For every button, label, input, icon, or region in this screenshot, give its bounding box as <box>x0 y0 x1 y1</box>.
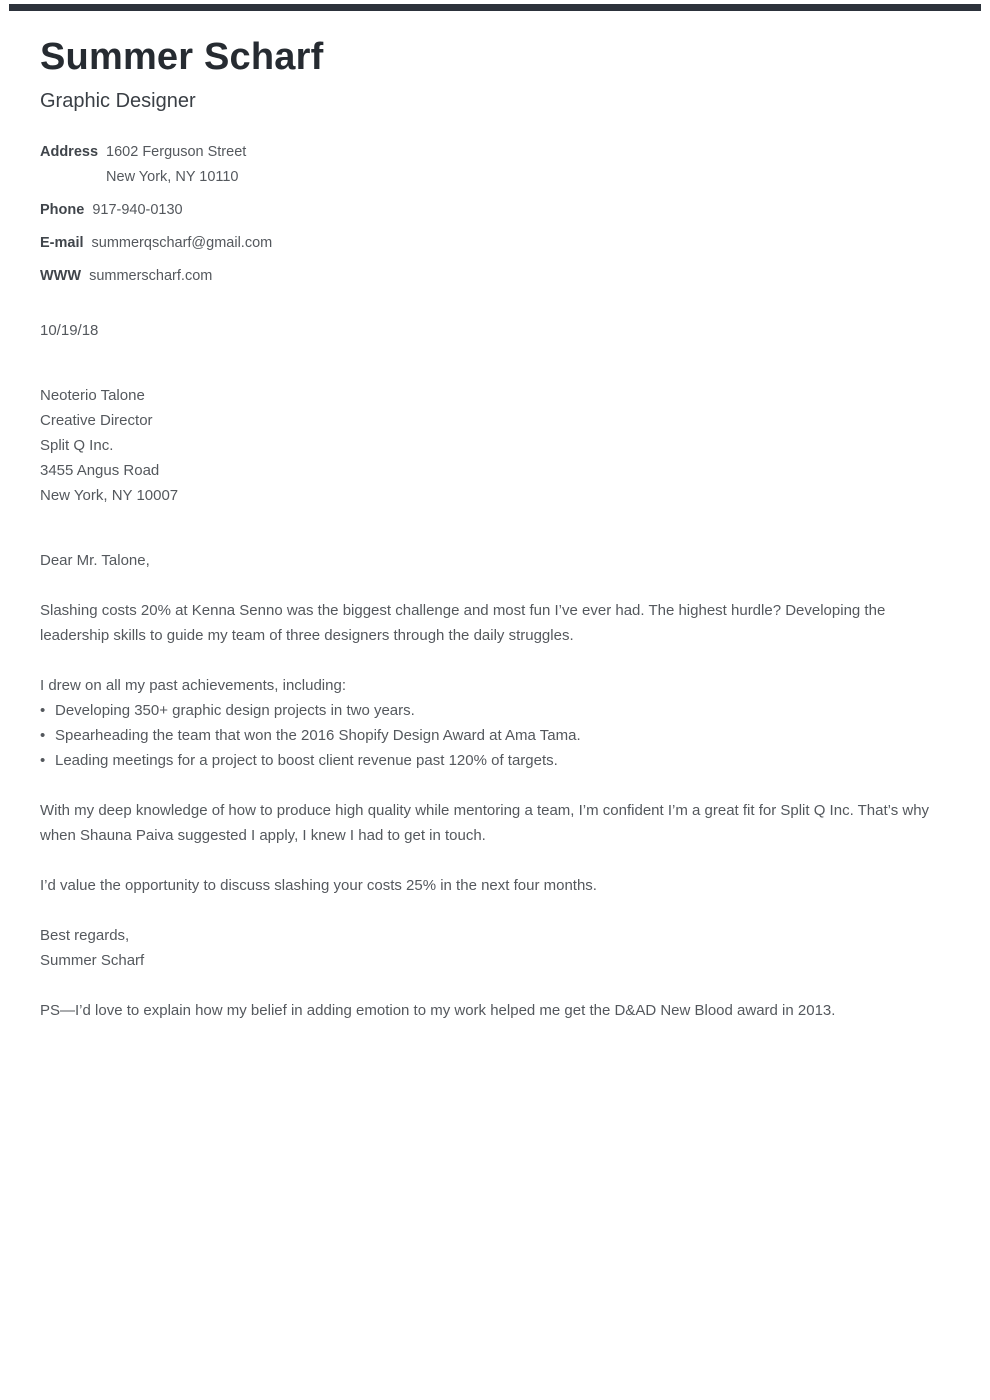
achievement-text-1: Developing 350+ graphic design projects in two years. <box>55 701 415 719</box>
achievements-intro: I drew on all my past achievements, including: <box>40 676 346 694</box>
letter-date: 10/19/18 <box>40 321 99 339</box>
contact-row-phone <box>40 198 950 223</box>
contact-label-email: E-mail <box>40 234 84 251</box>
person-job-title: Graphic Designer <box>40 89 196 112</box>
contact-label-phone: Phone <box>40 201 85 218</box>
person-name: Summer Scharf <box>40 36 324 78</box>
postscript: PS—I’d love to explain how my belief in adding emotion to my work helped me get the D&AD New Blood award in 2013. <box>40 1001 836 1019</box>
signature-block <box>40 923 950 973</box>
contact-row-address <box>40 140 950 190</box>
recipient-street: 3455 Angus Road <box>40 461 160 479</box>
achievements-list <box>40 698 950 773</box>
contact-label-address: Address <box>40 143 99 160</box>
contact-value-phone: 917-940-0130 <box>92 201 183 218</box>
bullet-icon: • <box>40 726 46 744</box>
contact-row-www <box>40 264 950 289</box>
recipient-block <box>40 383 950 508</box>
contact-row-email <box>40 231 950 256</box>
recipient-company: Split Q Inc. <box>40 436 114 454</box>
recipient-title: Creative Director <box>40 411 153 429</box>
bullet-icon: • <box>40 751 46 769</box>
paragraph-opening: Slashing costs 20% at Kenna Senno was the biggest challenge and most fun I’ve ever had. The highest hurdle? Developing the leadership skills to guide my team of three designers through the daily struggles. <box>40 601 886 644</box>
contact-label-www: WWW <box>40 267 82 284</box>
contact-info <box>40 140 950 289</box>
closing-line: Best regards, <box>40 926 130 944</box>
achievements-section <box>40 673 950 773</box>
contact-value-email: summerqscharf@gmail.com <box>91 234 273 251</box>
paragraph-fit: With my deep knowledge of how to produce high quality while mentoring a team, I’m confident I’m a great fit for Split Q Inc. That’s why when Shauna Paiva suggested I apply, I knew I had to get in touch. <box>40 801 930 844</box>
recipient-city: New York, NY 10007 <box>40 486 179 504</box>
list-item <box>40 748 950 773</box>
contact-value-www: summerscharf.com <box>89 267 213 284</box>
letter-body <box>40 318 950 1023</box>
list-item <box>40 723 950 748</box>
address-line-2: New York, NY 10110 <box>106 168 239 185</box>
address-line-1: 1602 Ferguson Street <box>106 143 247 160</box>
achievement-text-3: Leading meetings for a project to boost client revenue past 120% of targets. <box>55 751 558 769</box>
recipient-name: Neoterio Talone <box>40 386 145 404</box>
salutation: Dear Mr. Talone, <box>40 551 150 569</box>
signature-name: Summer Scharf <box>40 951 145 969</box>
list-item <box>40 698 950 723</box>
contact-value-address <box>106 140 246 190</box>
top-accent-bar <box>9 4 981 11</box>
bullet-icon: • <box>40 701 46 719</box>
achievement-text-2: Spearheading the team that won the 2016 Shopify Design Award at Ama Tama. <box>55 726 581 744</box>
paragraph-call-to-action: I’d value the opportunity to discuss slashing your costs 25% in the next four months. <box>40 876 597 894</box>
